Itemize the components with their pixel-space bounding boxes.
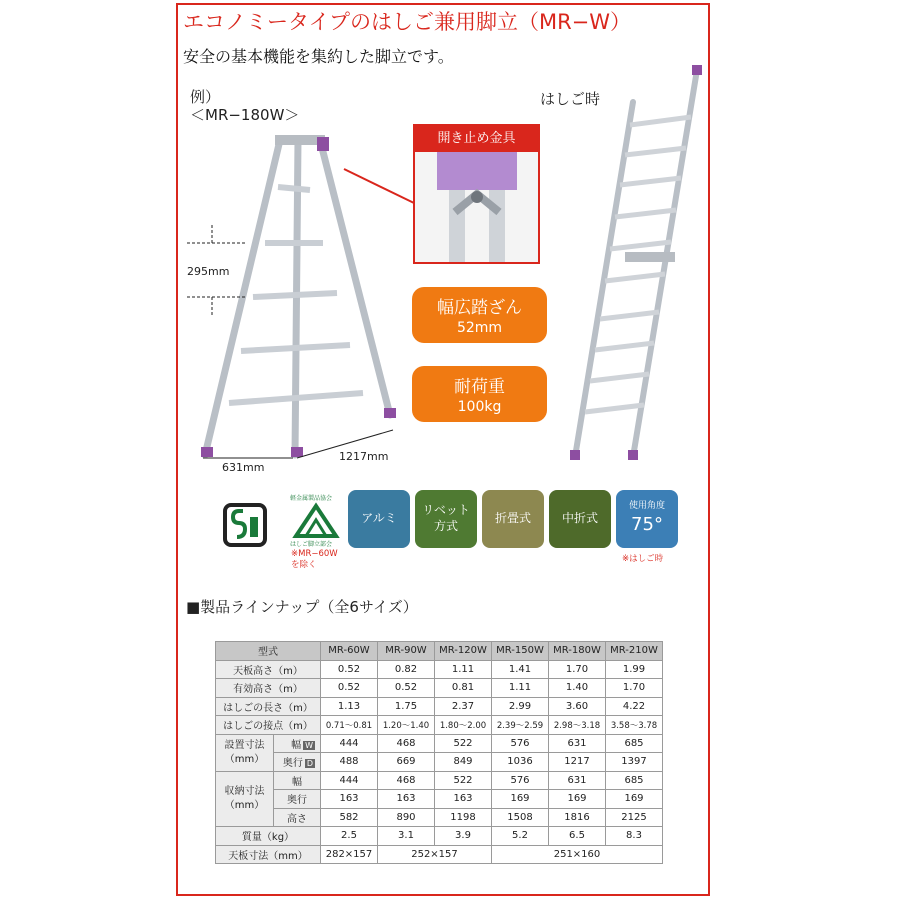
page-title: エコノミータイプのはしご兼用脚立（MR−W） [183,10,632,34]
row-label: 奥行 [274,790,321,809]
table-cell: 488 [321,753,378,772]
sub-label: 幅 [291,739,302,751]
table-cell: 1.11 [492,679,549,698]
width-tag: W [305,740,313,750]
table-cell: 522 [435,734,492,753]
feature-load-value: 100kg [457,399,502,415]
table-row [216,716,663,735]
table-cell: 669 [378,753,435,772]
assoc-mark-icon [292,502,340,538]
table-cell: 1.20〜1.40 [378,716,435,735]
table-cell: 6.5 [549,827,606,846]
product-spec-table [215,641,663,864]
table-cell: 2.98〜3.18 [549,716,606,735]
setup-group-label: 設置寸法 （mm） [216,734,274,771]
table-cell: 252×157 [378,845,492,864]
row-label: はしごの接点（m） [216,716,321,735]
table-cell: 1.11 [435,660,492,679]
hinge-lock-callout [413,124,540,264]
assoc-mark-top: 軽金属製品協会 [290,495,333,502]
badge-aluminum-label: アルミ [361,511,397,526]
table-cell: 3.58〜3.78 [606,716,663,735]
table-cell: 163 [435,790,492,809]
table-cell: 1.40 [549,679,606,698]
row-label: 質量（kg） [216,827,321,846]
sub-label: 奥行 [282,758,303,770]
table-cell: 2.37 [435,697,492,716]
table-cell: 1816 [549,808,606,827]
row-label [274,753,321,772]
table-cell: 1036 [492,753,549,772]
hinge-lock-label: 開き止め金具 [415,126,538,152]
table-cell: 3.1 [378,827,435,846]
table-cell: 468 [378,734,435,753]
table-cell: 890 [378,808,435,827]
depth-dimension: 1217mm [339,450,389,463]
table-cell: 282×157 [321,845,378,864]
table-cell: 169 [549,790,606,809]
table-cell: 1.75 [378,697,435,716]
section-title: ■製品ラインナップ（全6サイズ） [186,598,418,616]
table-cell: 1.70 [549,660,606,679]
table-cell: 1.99 [606,660,663,679]
table-cell: 849 [435,753,492,772]
row-label: 天板寸法（mm） [216,845,321,864]
table-row [216,734,663,753]
example-label: 例） [190,88,221,106]
table-cell: 2.99 [492,697,549,716]
depth-tag: D [306,759,313,769]
table-cell: 169 [606,790,663,809]
table-cell: 1.13 [321,697,378,716]
feature-wide-step-value: 52mm [456,320,503,336]
table-cell: 5.2 [492,827,549,846]
header-cell: MR-210W [606,642,663,661]
table-cell: 0.52 [378,679,435,698]
header-cell: MR-180W [549,642,606,661]
table-cell: 631 [549,734,606,753]
table-row [216,827,663,846]
page-subtitle: 安全の基本機能を集約した脚立です。 [183,47,454,66]
row-label: 天板高さ（m） [216,660,321,679]
table-cell: 582 [321,808,378,827]
table-cell: 1397 [606,753,663,772]
table-cell: 631 [549,771,606,790]
badge-folding-label: 折畳式 [494,511,531,526]
table-cell: 0.52 [321,679,378,698]
storage-group-label: 収納寸法 （mm） [216,771,274,827]
table-row [216,771,663,790]
table-row [216,697,663,716]
table-cell: 0.52 [321,660,378,679]
feature-load-label: 耐荷重 [454,377,505,397]
table-row [216,808,663,827]
table-header-row [216,642,663,661]
table-row [216,679,663,698]
row-label [274,734,321,753]
table-cell: 522 [435,771,492,790]
table-cell: 1198 [435,808,492,827]
table-cell: 444 [321,771,378,790]
header-cell: MR-120W [435,642,492,661]
feature-wide-step [412,287,547,343]
badge-folding [482,490,544,548]
sg-mark-icon [223,503,267,547]
table-cell: 1508 [492,808,549,827]
ladder-mode-image [565,62,710,467]
row-label: 幅 [274,771,321,790]
table-cell: 0.82 [378,660,435,679]
feature-load-capacity [412,366,547,422]
table-cell: 163 [378,790,435,809]
header-cell: MR-60W [321,642,378,661]
table-cell: 2.5 [321,827,378,846]
badge-rivet [415,490,477,548]
feature-wide-step-label: 幅広踏ざん [437,298,522,318]
table-cell: 3.9 [435,827,492,846]
assoc-note: ※MR−60W を除く [291,549,338,571]
step-pitch-dimension: 295mm [187,265,230,278]
table-cell: 169 [492,790,549,809]
hinge-lock-image [415,152,538,262]
row-label: 高さ [274,808,321,827]
table-cell: 685 [606,734,663,753]
badge-angle-top: 使用角度 [628,501,665,512]
badge-center-fold [549,490,611,548]
ladder-mode-label: はしご時 [540,90,601,108]
table-cell: 3.60 [549,697,606,716]
table-cell: 2.39〜2.59 [492,716,549,735]
badge-rivet-label: リベット 方式 [422,503,470,533]
example-model: ＜MR−180W＞ [190,106,300,124]
table-cell: 1.41 [492,660,549,679]
header-model: 型式 [216,642,321,661]
table-cell: 163 [321,790,378,809]
table-cell: 0.81 [435,679,492,698]
table-cell: 444 [321,734,378,753]
table-cell: 468 [378,771,435,790]
table-cell: 2125 [606,808,663,827]
width-dimension: 631mm [222,461,265,474]
badge-angle [616,490,678,548]
table-cell: 576 [492,771,549,790]
table-row [216,753,663,772]
row-label: はしごの長さ（m） [216,697,321,716]
table-cell: 1.80〜2.00 [435,716,492,735]
table-cell: 251×160 [492,845,663,864]
row-label: 有効高さ（m） [216,679,321,698]
badge-aluminum [348,490,410,548]
table-cell: 4.22 [606,697,663,716]
callout-pointer [340,165,420,215]
table-row [216,790,663,809]
table-cell: 0.71〜0.81 [321,716,378,735]
table-cell: 685 [606,771,663,790]
angle-note: ※はしご時 [622,554,664,564]
assoc-mark-bottom: はしご脚立部会 [290,541,333,548]
table-row [216,845,663,864]
table-cell: 8.3 [606,827,663,846]
table-cell: 576 [492,734,549,753]
table-cell: 1.70 [606,679,663,698]
badge-angle-value: 75° [631,514,663,536]
header-cell: MR-90W [378,642,435,661]
table-row [216,660,663,679]
table-cell: 1217 [549,753,606,772]
badge-center-fold-label: 中折式 [561,511,598,526]
header-cell: MR-150W [492,642,549,661]
